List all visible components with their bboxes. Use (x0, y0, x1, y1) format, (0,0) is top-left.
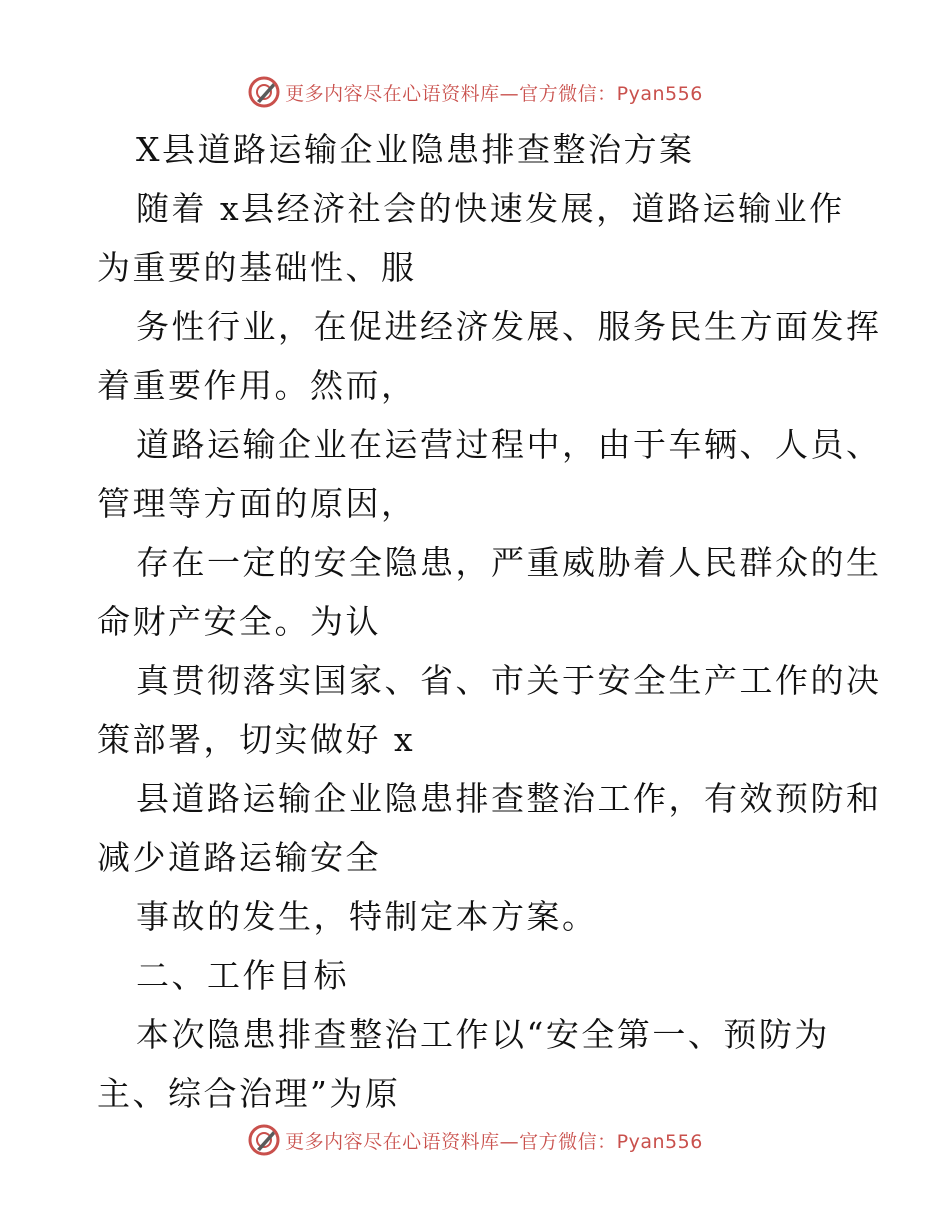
watermark-header (0, 72, 950, 112)
doc-line: 事故的发生，特制定本方案。 (136, 897, 598, 936)
doc-title: X县道路运输企业隐患排查整治方案 (136, 130, 695, 169)
brand-logo-icon (247, 75, 281, 109)
brand-logo-icon (247, 1123, 281, 1157)
section-heading: 二、工作目标 (136, 956, 349, 995)
doc-line: 存在一定的安全隐患，严重威胁着人民群众的生 (136, 543, 882, 582)
doc-line: 县道路运输企业隐患排查整治工作，有效预防和 (136, 779, 882, 818)
doc-line: 本次隐患排查整治工作以“安全第一、预防为 (136, 1015, 830, 1054)
doc-line: 管理等方面的原因， (97, 484, 417, 523)
watermark-text: 更多内容尽在心语资料库—官方微信：Pyan556 (285, 82, 703, 105)
doc-line: 主、综合治理”为原 (97, 1074, 401, 1113)
doc-line: 策部署，切实做好 x (97, 720, 416, 759)
watermark-text: 更多内容尽在心语资料库—官方微信：Pyan556 (285, 1130, 703, 1153)
document-body (97, 120, 882, 1123)
doc-line: 道路运输企业在运营过程中，由于车辆、人员、 (136, 425, 882, 464)
doc-line: 减少道路运输安全 (97, 838, 381, 877)
doc-line: 真贯彻落实国家、省、市关于安全生产工作的决 (136, 661, 882, 700)
doc-line: 着重要作用。然而， (97, 366, 417, 405)
doc-line: 务性行业，在促进经济发展、服务民生方面发挥 (136, 307, 882, 346)
doc-line: 随着 x县经济社会的快速发展，道路运输业作 (136, 189, 845, 228)
doc-line: 命财产安全。为认 (97, 602, 381, 641)
watermark-footer (0, 1120, 950, 1160)
doc-line: 为重要的基础性、服 (97, 248, 417, 287)
